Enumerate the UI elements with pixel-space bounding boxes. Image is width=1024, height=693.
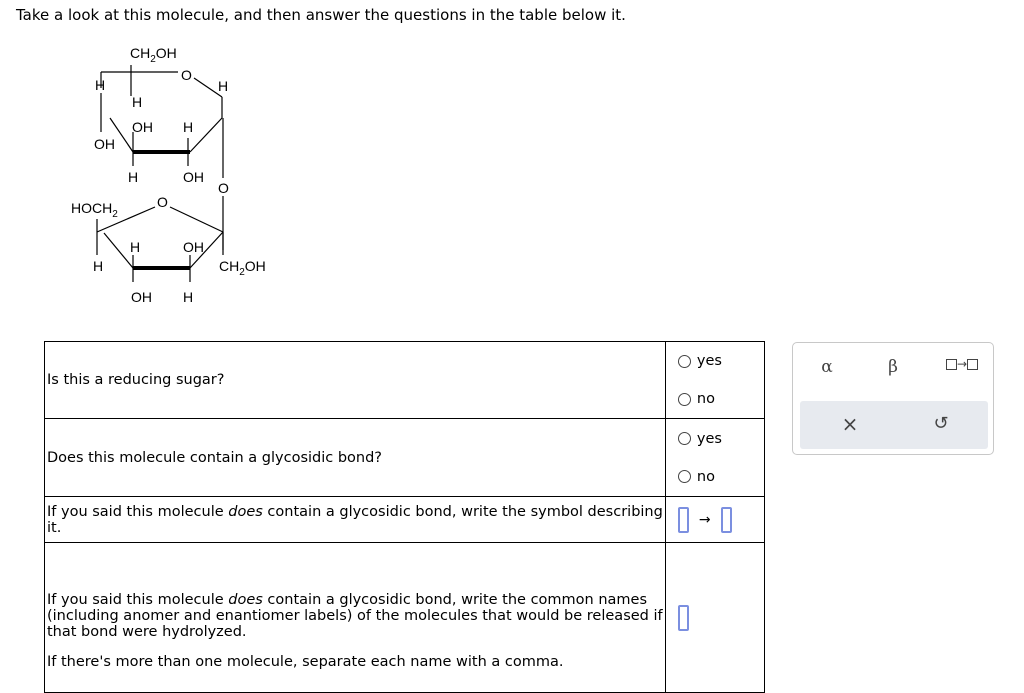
oh-label: OH <box>132 119 153 135</box>
h-label: H <box>128 169 139 185</box>
question-text: If you said this molecule does contain a glycosidic bond, write the symbol describing it. <box>45 497 666 543</box>
ch2oh-bottom-label: $CH_2OH$ <box>219 258 266 278</box>
radio-yes[interactable] <box>678 432 691 445</box>
h-label: H <box>93 258 104 274</box>
h-label: H <box>130 239 141 255</box>
option-yes[interactable]: yes <box>672 342 762 380</box>
disaccharide-structure <box>0 0 300 320</box>
bond-symbol-right-input[interactable] <box>721 507 732 533</box>
oh-label: OH <box>94 136 115 152</box>
ring-oxygen-bottom: O <box>157 194 168 210</box>
oh-label: OH <box>183 239 204 255</box>
palette-actions <box>800 401 988 449</box>
h-label: H <box>95 77 106 93</box>
alpha-button[interactable]: α <box>821 357 833 377</box>
hoch2-label: $HOCH_2$ <box>71 200 118 220</box>
arrow-icon: → <box>956 357 968 371</box>
box-icon <box>967 359 978 370</box>
oh-label: OH <box>183 169 204 185</box>
box-icon <box>946 359 957 370</box>
oh-label: OH <box>131 289 152 305</box>
question-row-hydrolysis-products <box>45 543 765 693</box>
answer-cell <box>665 497 764 543</box>
glycosidic-oxygen: O <box>218 180 229 196</box>
names-input[interactable] <box>678 605 689 631</box>
clear-button[interactable]: × <box>841 412 859 436</box>
questions-table <box>44 341 765 693</box>
question-text: If you said this molecule does contain a glycosidic bond, write the common names (including anomer and enantiomer labels) of the molecules that would be released if that bond were hydrolyzed. If there's more than one molecule, separate each name with a comma. <box>45 543 666 693</box>
radio-no[interactable] <box>678 393 691 406</box>
question-row-glycosidic-bond <box>45 419 765 497</box>
question-text: Is this a reducing sugar? <box>45 342 666 419</box>
bond-template-button[interactable] <box>937 357 987 371</box>
option-yes[interactable]: yes <box>672 420 762 458</box>
undo-button[interactable]: ↺ <box>933 413 949 434</box>
option-no[interactable]: no <box>672 458 762 496</box>
radio-yes[interactable] <box>678 355 691 368</box>
question-note: If there's more than one molecule, separate each name with a comma. <box>47 653 564 670</box>
ring-oxygen-top: O <box>181 67 192 83</box>
question-text: Does this molecule contain a glycosidic bond? <box>45 419 666 497</box>
h-label: H <box>218 78 229 94</box>
question-row-bond-symbol <box>45 497 765 543</box>
answer-cell <box>665 543 764 693</box>
symbol-palette <box>792 342 994 455</box>
instructions-text: Take a look at this molecule, and then answer the questions in the table below it. <box>16 6 626 24</box>
h-label: H <box>132 94 143 110</box>
beta-button[interactable]: β <box>888 357 898 377</box>
h-label: H <box>183 289 194 305</box>
answer-cell <box>665 419 764 497</box>
bond-symbol-left-input[interactable] <box>678 507 689 533</box>
arrow-icon: → <box>698 511 711 528</box>
h-label: H <box>183 119 194 135</box>
ch2oh-top-label: $CH_2OH$ <box>130 45 177 65</box>
question-row-reducing-sugar <box>45 342 765 419</box>
answer-cell <box>665 342 764 419</box>
radio-no[interactable] <box>678 470 691 483</box>
option-no[interactable]: no <box>672 380 762 418</box>
